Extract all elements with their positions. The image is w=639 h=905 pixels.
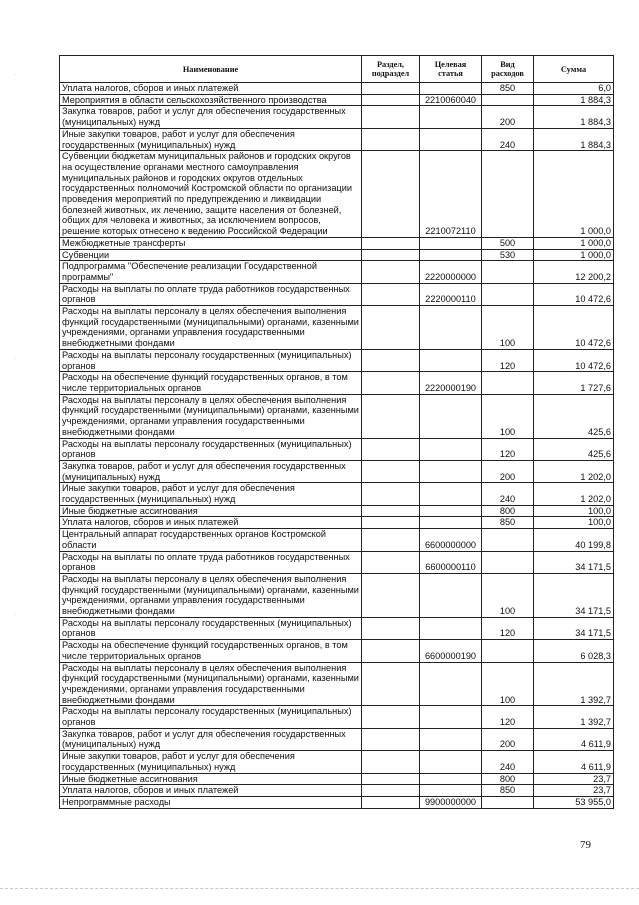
row-sum: 1 000,0: [534, 237, 614, 249]
row-kind: 850: [482, 83, 534, 95]
row-section: [362, 261, 420, 283]
row-section: [362, 662, 420, 706]
row-name: Расходы на обеспечение функций государственных органов, в том числе территориальных органов: [60, 372, 362, 394]
row-target: [420, 773, 482, 785]
row-name: Расходы на выплаты персоналу в целях обеспечения выполнения функций государственными (муниципальными) органами, казенными учреждениями, органами управления государственными внебюджетными фондами: [60, 306, 362, 350]
row-name: Иные закупки товаров, работ и услуг для обеспечения государственных (муниципальных) нужд: [60, 128, 362, 150]
budget-document: [59, 55, 613, 809]
row-target: 2210060040: [420, 94, 482, 106]
row-kind: [482, 283, 534, 305]
row-sum: 10 472,6: [534, 283, 614, 305]
table-row: [60, 94, 614, 106]
row-target: [420, 728, 482, 750]
row-sum: 12 200,2: [534, 261, 614, 283]
header-row: [60, 56, 614, 83]
row-section: [362, 517, 420, 529]
row-sum: 1 392,7: [534, 706, 614, 728]
row-name: Расходы на выплаты по оплате труда работников государственных органов: [60, 551, 362, 573]
row-kind: 100: [482, 662, 534, 706]
row-name: Уплата налогов, сборов и иных платежей: [60, 785, 362, 797]
row-kind: [482, 529, 534, 551]
row-section: [362, 438, 420, 460]
row-target: [420, 617, 482, 639]
row-section: [362, 372, 420, 394]
row-kind: 240: [482, 128, 534, 150]
row-kind: [482, 372, 534, 394]
header-section: Раздел, подраздел: [362, 56, 420, 83]
row-section: [362, 460, 420, 482]
row-sum: 34 171,5: [534, 573, 614, 617]
row-name: Закупка товаров, работ и услуг для обеспечения государственных (муниципальных) нужд: [60, 728, 362, 750]
table-row: [60, 106, 614, 128]
row-sum: 100,0: [534, 517, 614, 529]
row-kind: 100: [482, 394, 534, 438]
row-target: [420, 505, 482, 517]
row-kind: [482, 797, 534, 809]
row-section: [362, 640, 420, 662]
row-target: 2210072110: [420, 151, 482, 238]
row-name: Уплата налогов, сборов и иных платежей: [60, 517, 362, 529]
row-name: Расходы на выплаты персоналу в целях обеспечения выполнения функций государственными (муниципальными) органами, казенными учреждениями, органами управления государственными внебюджетными фондами: [60, 394, 362, 438]
row-sum: 6 028,3: [534, 640, 614, 662]
scan-speck: ·: [14, 72, 16, 78]
row-section: [362, 128, 420, 150]
table-row: [60, 728, 614, 750]
row-target: 2220000110: [420, 283, 482, 305]
row-sum: 1 884,3: [534, 94, 614, 106]
header-kind: Вид расходов: [482, 56, 534, 83]
row-section: [362, 483, 420, 505]
row-sum: 6,0: [534, 83, 614, 95]
table-row: [60, 706, 614, 728]
row-name: Закупка товаров, работ и услуг для обеспечения государственных (муниципальных) нужд: [60, 460, 362, 482]
row-target: 6600000110: [420, 551, 482, 573]
row-sum: 10 472,6: [534, 306, 614, 350]
row-target: [420, 517, 482, 529]
row-section: [362, 83, 420, 95]
row-name: Непрограммные расходы: [60, 797, 362, 809]
table-row: [60, 529, 614, 551]
row-kind: [482, 151, 534, 238]
row-name: Расходы на выплаты персоналу государственных (муниципальных) органов: [60, 706, 362, 728]
row-section: [362, 785, 420, 797]
row-section: [362, 106, 420, 128]
row-sum: 23,7: [534, 785, 614, 797]
table-row: [60, 785, 614, 797]
row-name: Субвенции бюджетам муниципальных районов и городских округов на осуществление органами местного самоуправления муниципальных районов и городских округов отдельных государственных полномочий Костромской области по организации проведения мероприятий по предупреждению и ликвидации болезней животных, их лечению, защите населения от болезней, общих для человека и животных, за исключением вопросов, решение которых отнесено к ведению Российской Федерации: [60, 151, 362, 238]
table-row: [60, 573, 614, 617]
row-target: [420, 573, 482, 617]
row-sum: 1 727,6: [534, 372, 614, 394]
row-name: Расходы на обеспечение функций государственных органов, в том числе территориальных органов: [60, 640, 362, 662]
row-target: 6600000190: [420, 640, 482, 662]
row-sum: 1 202,0: [534, 460, 614, 482]
row-target: [420, 249, 482, 261]
row-target: [420, 751, 482, 773]
header-target: Целевая статья: [420, 56, 482, 83]
row-kind: 800: [482, 773, 534, 785]
table-row: [60, 128, 614, 150]
table-row: [60, 617, 614, 639]
row-kind: 530: [482, 249, 534, 261]
row-name: Иные бюджетные ассигнования: [60, 505, 362, 517]
row-name: Расходы на выплаты по оплате труда работников государственных органов: [60, 283, 362, 305]
row-name: Мероприятия в области сельскохозяйственного производства: [60, 94, 362, 106]
row-section: [362, 151, 420, 238]
row-target: [420, 394, 482, 438]
page-number: 79: [580, 839, 591, 851]
row-section: [362, 529, 420, 551]
table-row: [60, 483, 614, 505]
row-name: Расходы на выплаты персоналу государственных (муниципальных) органов: [60, 349, 362, 371]
row-target: [420, 785, 482, 797]
row-sum: 425,6: [534, 438, 614, 460]
row-name: Центральный аппарат государственных органов Костромской области: [60, 529, 362, 551]
row-target: 6600000000: [420, 529, 482, 551]
row-name: Расходы на выплаты персоналу в целях обеспечения выполнения функций государственными (муниципальными) органами, казенными учреждениями, органами управления государственными внебюджетными фондами: [60, 662, 362, 706]
row-kind: [482, 640, 534, 662]
table-row: [60, 551, 614, 573]
table-row: [60, 751, 614, 773]
row-target: [420, 349, 482, 371]
table-row: [60, 151, 614, 238]
row-sum: 100,0: [534, 505, 614, 517]
row-kind: 200: [482, 728, 534, 750]
row-sum: 10 472,6: [534, 349, 614, 371]
table-row: [60, 662, 614, 706]
table-row: [60, 249, 614, 261]
row-name: Субвенции: [60, 249, 362, 261]
row-sum: 53 955,0: [534, 797, 614, 809]
table-row: [60, 83, 614, 95]
row-kind: [482, 94, 534, 106]
row-section: [362, 797, 420, 809]
row-sum: 4 611,9: [534, 728, 614, 750]
table-row: [60, 237, 614, 249]
row-kind: 240: [482, 483, 534, 505]
row-section: [362, 551, 420, 573]
row-kind: 850: [482, 517, 534, 529]
row-name: Расходы на выплаты персоналу государственных (муниципальных) органов: [60, 617, 362, 639]
row-sum: 1 392,7: [534, 662, 614, 706]
row-kind: 240: [482, 751, 534, 773]
table-row: [60, 306, 614, 350]
table-row: [60, 505, 614, 517]
header-name: Наименование: [60, 56, 362, 83]
row-kind: 120: [482, 706, 534, 728]
scan-speck: ·: [14, 356, 16, 362]
row-section: [362, 573, 420, 617]
row-kind: 120: [482, 349, 534, 371]
header-sum: Сумма: [534, 56, 614, 83]
table-row: [60, 797, 614, 809]
row-kind: 200: [482, 460, 534, 482]
table-body: [60, 83, 614, 809]
row-kind: 100: [482, 306, 534, 350]
row-kind: [482, 261, 534, 283]
row-target: [420, 706, 482, 728]
row-target: 2220000190: [420, 372, 482, 394]
row-section: [362, 283, 420, 305]
row-kind: 500: [482, 237, 534, 249]
row-sum: 40 199,8: [534, 529, 614, 551]
row-target: [420, 106, 482, 128]
row-section: [362, 237, 420, 249]
row-name: Иные бюджетные ассигнования: [60, 773, 362, 785]
row-section: [362, 306, 420, 350]
table-row: [60, 773, 614, 785]
row-section: [362, 706, 420, 728]
row-section: [362, 505, 420, 517]
row-section: [362, 94, 420, 106]
table-row: [60, 349, 614, 371]
row-sum: 34 171,5: [534, 551, 614, 573]
row-kind: 120: [482, 438, 534, 460]
row-name: Закупка товаров, работ и услуг для обеспечения государственных (муниципальных) нужд: [60, 106, 362, 128]
row-name: Подпрограмма "Обеспечение реализации Государственной программы": [60, 261, 362, 283]
row-sum: 34 171,5: [534, 617, 614, 639]
row-sum: 1 884,3: [534, 106, 614, 128]
row-kind: 100: [482, 573, 534, 617]
table-row: [60, 517, 614, 529]
row-name: Иные закупки товаров, работ и услуг для обеспечения государственных (муниципальных) нужд: [60, 751, 362, 773]
row-target: [420, 483, 482, 505]
row-sum: 1 000,0: [534, 151, 614, 238]
row-target: [420, 237, 482, 249]
row-target: [420, 306, 482, 350]
row-target: [420, 83, 482, 95]
row-name: Межбюджетные трансферты: [60, 237, 362, 249]
row-sum: 4 611,9: [534, 751, 614, 773]
row-target: [420, 128, 482, 150]
table-row: [60, 460, 614, 482]
row-target: [420, 460, 482, 482]
table-row: [60, 283, 614, 305]
table-row: [60, 640, 614, 662]
row-target: [420, 438, 482, 460]
row-target: [420, 662, 482, 706]
table-row: [60, 394, 614, 438]
table-header: [60, 56, 614, 83]
row-kind: 800: [482, 505, 534, 517]
scan-speck: ·: [14, 612, 16, 618]
row-sum: 23,7: [534, 773, 614, 785]
table-row: [60, 372, 614, 394]
row-section: [362, 394, 420, 438]
row-section: [362, 249, 420, 261]
row-section: [362, 751, 420, 773]
row-section: [362, 773, 420, 785]
row-sum: 1 884,3: [534, 128, 614, 150]
row-kind: 850: [482, 785, 534, 797]
row-kind: 120: [482, 617, 534, 639]
table-row: [60, 261, 614, 283]
row-kind: [482, 551, 534, 573]
row-name: Расходы на выплаты персоналу государственных (муниципальных) органов: [60, 438, 362, 460]
row-sum: 425,6: [534, 394, 614, 438]
row-name: Уплата налогов, сборов и иных платежей: [60, 83, 362, 95]
row-section: [362, 728, 420, 750]
row-target: 9900000000: [420, 797, 482, 809]
row-kind: 200: [482, 106, 534, 128]
row-sum: 1 202,0: [534, 483, 614, 505]
budget-table: [59, 55, 614, 809]
scan-edge-line: [0, 888, 639, 889]
row-section: [362, 617, 420, 639]
row-name: Иные закупки товаров, работ и услуг для обеспечения государственных (муниципальных) нужд: [60, 483, 362, 505]
row-section: [362, 349, 420, 371]
row-target: 2220000000: [420, 261, 482, 283]
row-name: Расходы на выплаты персоналу в целях обеспечения выполнения функций государственными (муниципальными) органами, казенными учреждениями, органами управления государственными внебюджетными фондами: [60, 573, 362, 617]
table-row: [60, 438, 614, 460]
row-sum: 1 000,0: [534, 249, 614, 261]
